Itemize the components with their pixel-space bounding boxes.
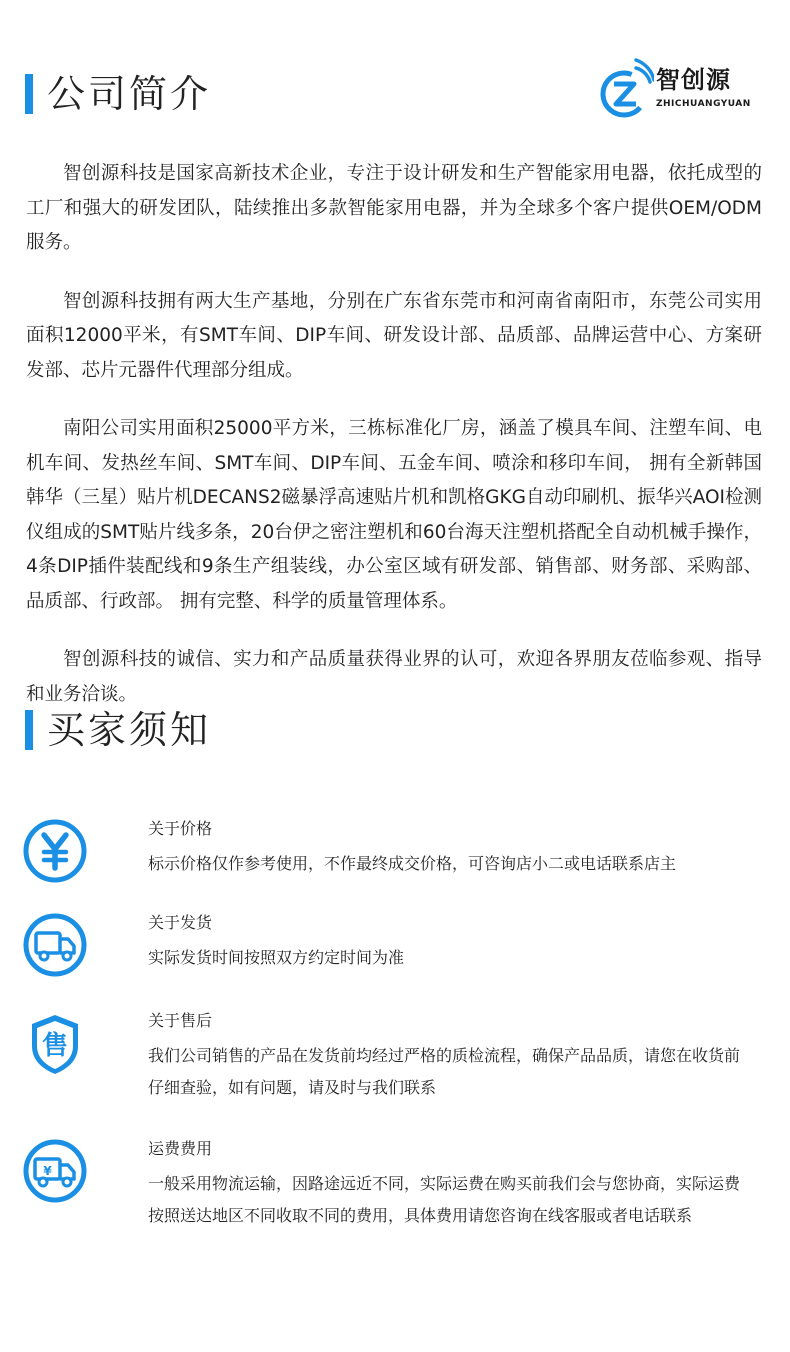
notice-title: 关于售后 — [148, 1011, 213, 1030]
intro-paragraph: 智创源科技拥有两大生产基地，分别在广东省东莞市和河南省南阳市，东莞公司实用面积12000平米，有SMT车间、DIP车间、研发设计部、品质部、品牌运营中心、方案研发部、芯片元器件代理部分组成。 — [26, 290, 762, 381]
notice-body: 一般采用物流运输，因路途远近不同，实际运费在购买前我们会与您协商，实际运费按照送达地区不同收取不同的费用，具体费用请您咨询在线客服或者电话联系 — [148, 1174, 741, 1225]
intro-paragraph: 智创源科技是国家高新技术企业，专注于设计研发和生产智能家用电器，依托成型的工厂和强大的研发团队，陆续推出多款智能家用电器，并为全球多个客户提供OEM/ODM服务。 — [26, 163, 762, 253]
logo-pinyin: ZHICHUANGYUAN — [656, 99, 751, 109]
section-title-text: 买家须知 — [47, 708, 212, 752]
notice-item-after-sales — [22, 1010, 762, 1110]
brand-logo — [598, 56, 768, 120]
notice-title: 关于发货 — [148, 913, 213, 932]
notice-item-shipping — [22, 912, 762, 1012]
section-title-text: 公司简介 — [47, 72, 212, 116]
company-intro-text — [26, 157, 762, 736]
notice-title: 关于价格 — [148, 819, 213, 838]
logo-name: 智创源 — [656, 66, 731, 94]
notice-title: 运费费用 — [148, 1139, 213, 1158]
after-sales-glyph: 售 — [41, 1031, 69, 1061]
notice-item-price — [22, 818, 762, 918]
section-title-buyer-notice — [25, 708, 211, 752]
notice-body: 标示价格仅作参考使用，不作最终成交价格，可咨询店小二或电话联系店主 — [148, 854, 677, 873]
notice-body: 我们公司销售的产品在发货前均经过严格的质检流程，确保产品品质，请您在收货前仔细查验，如有问题，请及时与我们联系 — [148, 1046, 741, 1097]
title-accent-bar — [25, 710, 33, 750]
freight-cost-truck-icon — [22, 1138, 88, 1204]
section-title-company-intro — [25, 72, 211, 116]
notice-body: 实际发货时间按照双方约定时间为准 — [148, 948, 405, 967]
z-signal-logo-icon — [598, 56, 654, 120]
title-accent-bar — [25, 74, 33, 114]
intro-paragraph: 智创源科技的诚信、实力和产品质量获得业界的认可，欢迎各界朋友莅临参观、指导和业务洽谈。 — [26, 649, 762, 705]
delivery-truck-icon — [22, 912, 88, 978]
freight-yen-glyph: ¥ — [43, 1164, 52, 1178]
notice-item-freight — [22, 1138, 762, 1238]
yen-icon — [22, 818, 88, 884]
intro-paragraph: 南阳公司实用面积25000平方米，三栋标准化厂房，涵盖了模具车间、注塑车间、电机车间、发热丝车间、SMT车间、DIP车间、五金车间、喷涂和移印车间， 拥有全新韩国韩华（三星）贴片机DECANS2磁暴浮高速贴片机和凯格GKG自动印刷机、振华兴AOI检测仪组成的SMT贴片线多条，20台伊之密注塑机和60台海天注塑机搭配全自动机械手操作，4条DIP插件装配线和9条生产组装线，办公室区域有研发部、销售部、财务部、采购部、品质部、行政部。 拥有完整、科学的质量管理体系。 — [26, 418, 762, 612]
after-sales-shield-icon — [22, 1010, 88, 1076]
